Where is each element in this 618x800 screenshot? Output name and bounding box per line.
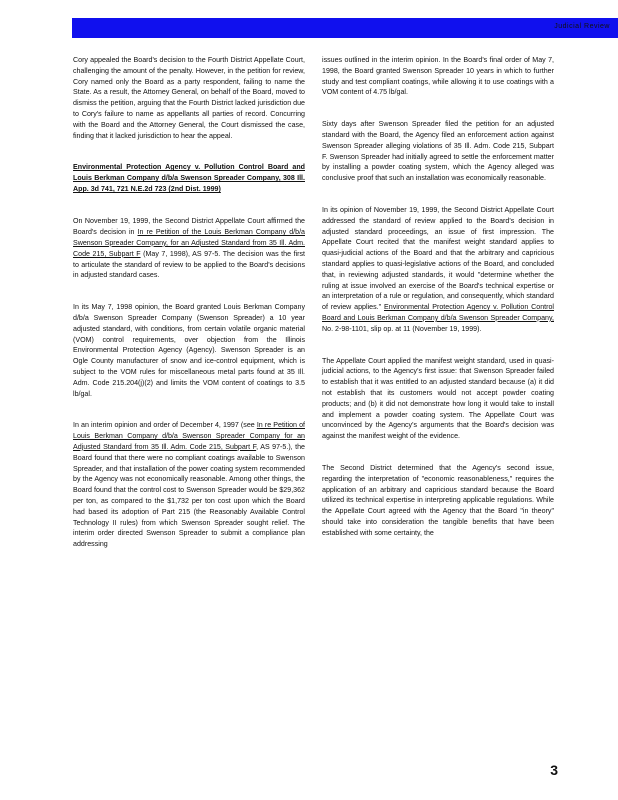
paragraph: In its May 7, 1998 opinion, the Board granted Louis Berkman Company d/b/a Swenson Spreader Company (Swenson Spreader) a 10 year adjusted standard, with conditions, from certain volatile organic material (VOM) control requirements, over objection from the Illinois Environmental Protection Agency (Agency). Swenson Spreader is an Ogle County manufacturer of snow and ice-control equipment, which is subject to the VOM rules for miscellaneous metal parts found at 35 Ill. Adm. Code 215.204(j)(2) and limits the VOM content of coatings to 3.5 lb/gal. <box>73 303 305 398</box>
case-citation: In re Petition of the Louis Berkman Company d/b/a Swenson Spreader Company, for an Adjusted Standard from 35 Ill. Adm. Code 215, Subpart F <box>73 228 305 258</box>
paragraph: issues outlined in the interim opinion. In the Board's final order of May 7, 1998, the Board granted Swenson Spreader 10 years in which to further study and test compliant coatings, while allowing it to use coatings with a VOM content of 4.75 lb/gal. <box>322 56 554 97</box>
paragraph-text: No. 2-98-1101, slip op. at 11 (November 19, 1999). <box>322 324 482 333</box>
header-bar <box>72 18 618 38</box>
paragraph <box>73 216 305 281</box>
page-number: 3 <box>550 762 558 778</box>
paragraph <box>322 205 554 335</box>
case-citation: Environmental Protection Agency v. Pollution Control Board and Louis Berkman Company d/b/a Swenson Spreader Company, <box>322 303 555 322</box>
right-column <box>322 55 554 559</box>
paragraph-text: On November 19, 1999, the Second District Appellate Court affirmed the Board's decision in <box>73 217 305 237</box>
paragraph: Cory appealed the Board's decision to the Fourth District Appellate Court, challenging the amount of the penalty. However, in the petition for review, Cory named only the Board as a party respondent, failing to name the State. As a result, the Attorney General, on behalf of the Board, moved to dismiss the petition, arguing that the Fourth District lacked jurisdiction due to Cory's failure to name as appellants all parties of record. Concurring with the Board and the Attorney General, the Court dismissed the case, finding that it lacked jurisdiction to hear the appeal. <box>73 56 305 140</box>
paragraph-text: In an interim opinion and order of December 4, 1997 (see <box>73 421 257 430</box>
paragraph: Sixty days after Swenson Spreader filed the petition for an adjusted standard with the Board, the Agency filed an enforcement action against Swenson Spreader alleging violations of 35 Ill. Adm. Code 215, Subpart F. Swenson Spreader had initially agreed to settle the enforcement matter by installing a powder coating system, which the Agency alleged was conclusive proof that such an installation was economically reasonable. <box>322 120 554 183</box>
case-citation: In re Petition of Louis Berkman Company d/b/a Swenson Spreader Company for an Adjusted Standard from 35 Ill. Adm. Code 215, Subpart F <box>73 421 305 451</box>
section-title: Judicial Review <box>554 23 610 30</box>
left-column <box>73 55 305 571</box>
paragraph-text: (May 7, 1998), AS 97-5. The decision was the first to articulate the standard of review to be applied to the Board's decisions in adjusted standard cases. <box>73 249 305 280</box>
paragraph: The Second District determined that the Agency's second issue, regarding the interpretation of "economic reasonableness," requires the application of an arbitrary and capricious standard because the Board utilized its technical expertise in interpreting applicable regulations. While the Appellate Court agreed with the Agency that the Board "in theory" should take into consideration the tangible benefits that have been established with some certainty, the <box>322 463 554 537</box>
case-heading: Environmental Protection Agency v. Pollution Control Board and Louis Berkman Company d/b/a Swenson Spreader Company, 308 Ill. App. 3d 741, 721 N.E.2d 723 (2nd Dist. 1999) <box>73 163 305 194</box>
paragraph: The Appellate Court applied the manifest weight standard, used in quasi-judicial actions, to the Agency's first issue: that Swenson Spreader failed to establish that it was entitled to an adjusted standard because (a) it did not establish that its customers would not accept powder coating products; and (b) it did not demonstrate how long it would take to install and implement a powder coating system. The Appellate Court was unconvinced by the Agency's arguments that the Board's decision was against the manifest weight of the evidence. <box>322 356 554 441</box>
paragraph <box>73 420 305 550</box>
paragraph-text: , AS 97-5.), the Board found that there were no compliant coatings available to Swenson Spreader, and that installation of the power coating system recommended by the Agency was not economically reasonable. Among other things, the Board found that the control cost to Swenson Spreader would be $29,362 per ton, as compared to the $1,732 per ton cost upon which the Board had based its adoption of Part 215 (the Reasonably Available Control Technology II rules) from which Swenson Spreader sought relief. The interim order directed Swenson Spreader to submit a compliance plan addressing <box>73 442 305 549</box>
paragraph-text: In its opinion of November 19, 1999, the Second District Appellate Court addressed the standard of review applied to the Board's decision in adjusted standard proceedings, an issue of first impression. The Appellate Court recited that the manifest weight standard applies to quasi-judicial actions of the Board and that the arbitrary and capricious standard applies to quasi-legislative actions of the Board, and concluded that, in reviewing adjusted standards, it would "determine whether the ruling at issue involved an exercise of the Board's technical expertise or an interpretation of a rule or regulation, and consequently, which standard of review applies." <box>322 205 554 312</box>
